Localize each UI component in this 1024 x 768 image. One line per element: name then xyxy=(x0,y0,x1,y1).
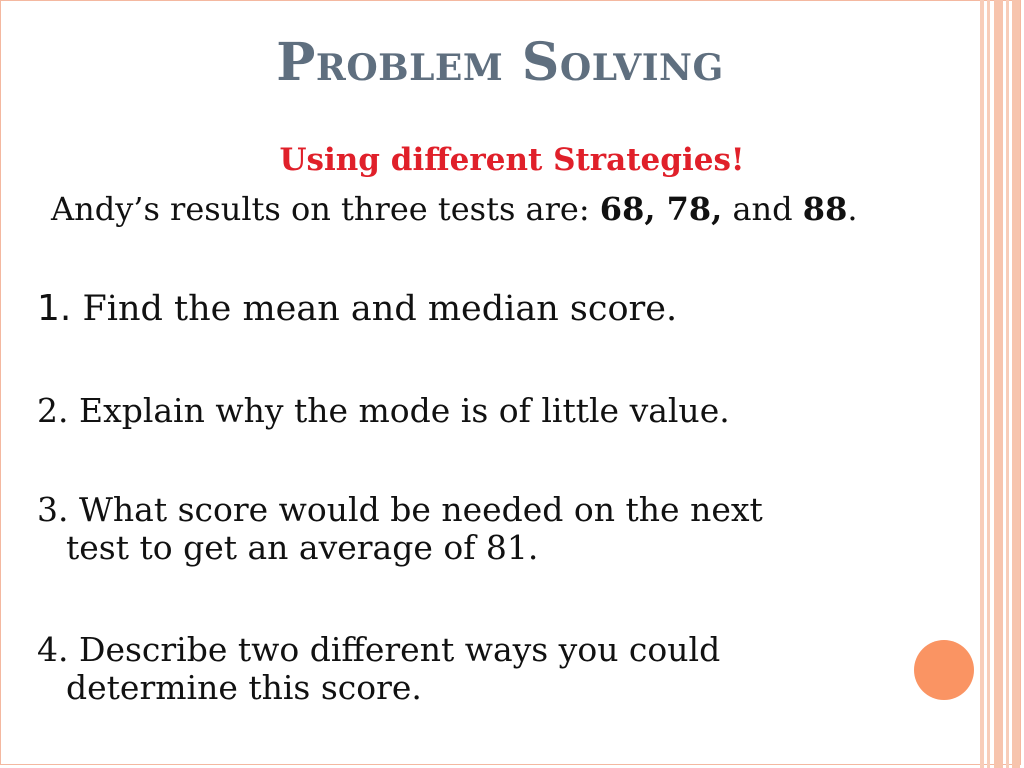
slide-subtitle: Using different Strategies! xyxy=(279,142,745,178)
decorative-stripe xyxy=(1012,0,1020,768)
intro-and: and xyxy=(722,190,803,228)
intro-text xyxy=(51,190,858,228)
intro-prefix: Andy’s results on three tests are: xyxy=(51,190,600,228)
decorative-stripe xyxy=(980,0,984,768)
question-text: Find the mean and median score. xyxy=(71,289,678,329)
question-text: Describe two different ways you could xyxy=(68,630,721,669)
question-number: 2. xyxy=(37,391,69,430)
question-number: 1. xyxy=(37,288,72,329)
question-text: What score would be needed on the next xyxy=(68,490,763,529)
question-4 xyxy=(37,631,917,707)
question-3 xyxy=(37,491,917,567)
intro-score-bold: 88 xyxy=(802,190,848,228)
question-text-continued: test to get an average of 81. xyxy=(66,528,539,567)
question-1 xyxy=(37,290,917,328)
decorative-stripe xyxy=(1006,0,1009,768)
decorative-stripe xyxy=(994,0,1003,768)
question-number: 4. xyxy=(37,630,69,669)
question-text: Explain why the mode is of little value. xyxy=(68,391,730,430)
decorative-stripe xyxy=(987,0,990,768)
question-number: 3. xyxy=(37,490,69,529)
intro-suffix: . xyxy=(847,190,858,228)
orange-circle-icon xyxy=(914,640,974,700)
intro-scores-bold: 68, 78, xyxy=(599,190,723,228)
question-2 xyxy=(37,392,917,430)
slide-title: Problem Solving xyxy=(276,32,724,93)
question-text-continued: determine this score. xyxy=(66,668,422,707)
